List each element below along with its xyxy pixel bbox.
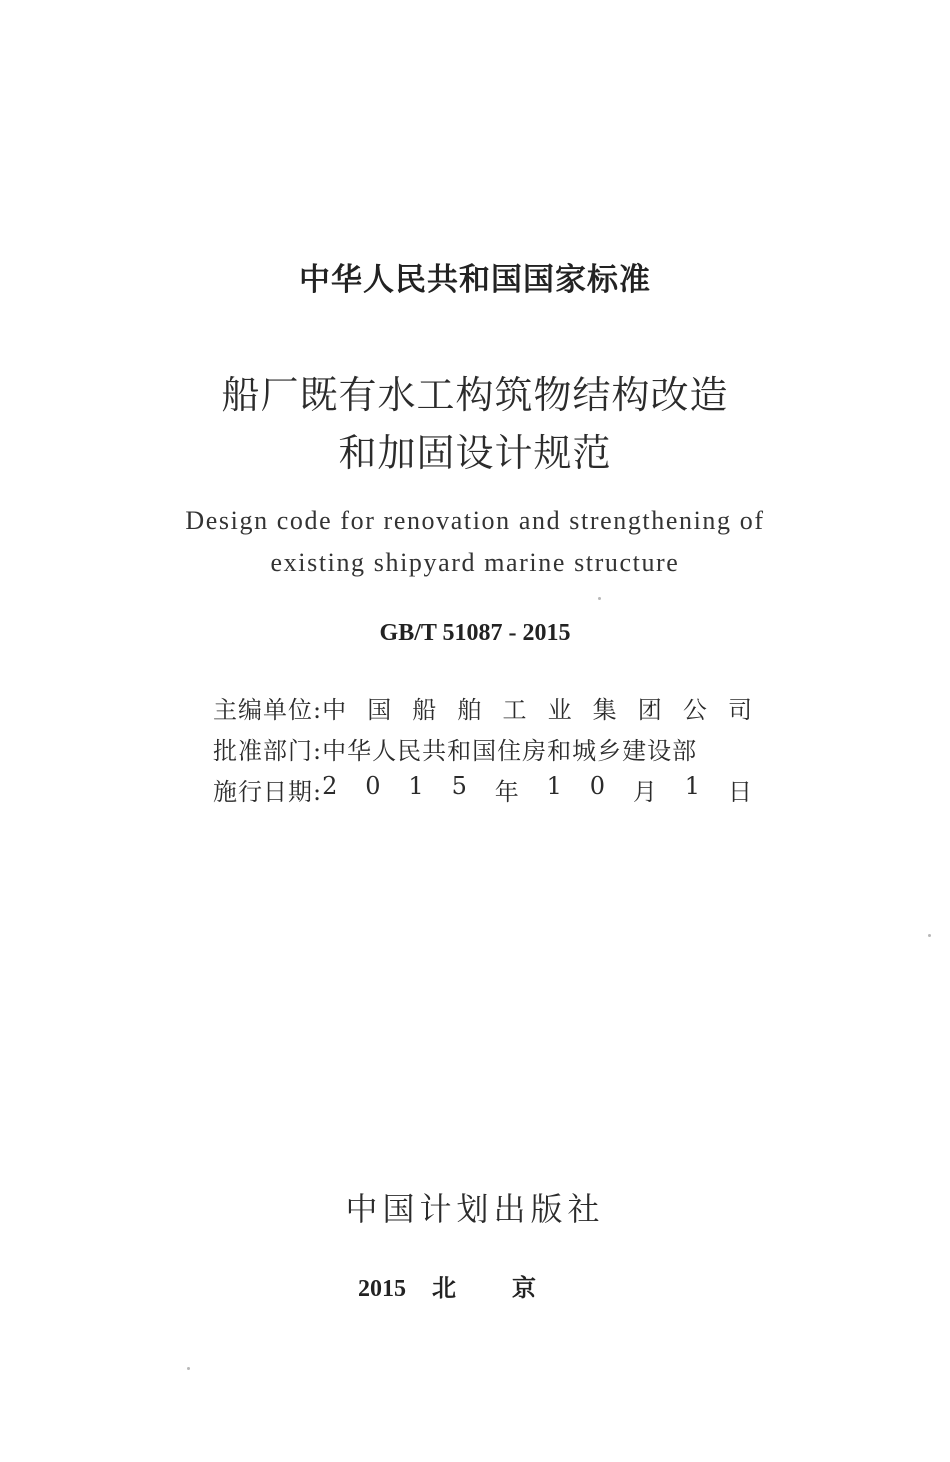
english-title-line-2: existing shipyard marine structure [270, 548, 680, 577]
date-char: 5 [451, 771, 468, 800]
date-char: 0 [365, 771, 382, 800]
standard-number: GB/T 51087 - 2015 [379, 620, 571, 646]
publisher-name: 中国计划出版社 [345, 1190, 605, 1228]
standard-type-heading: 中华人民共和国国家标准 [299, 262, 651, 298]
editor-char: 国 [367, 695, 393, 724]
scan-speck [598, 597, 601, 600]
scan-speck [928, 934, 931, 937]
date-char: 1 [546, 771, 563, 800]
scan-speck [187, 1367, 190, 1370]
chinese-title-line-2: 和加固设计规范 [338, 431, 612, 475]
editor-value [322, 690, 753, 725]
editor-char: 中 [322, 695, 348, 724]
date-char: 1 [408, 771, 425, 800]
effective-date-value [322, 772, 753, 807]
date-char: 2 [322, 771, 339, 800]
date-char: 1 [684, 771, 702, 800]
publication-place [0, 1268, 950, 1303]
editor-char: 集 [592, 695, 618, 724]
date-char: 月 [632, 777, 658, 806]
editor-char: 司 [727, 695, 753, 724]
english-title-line-1: Design code for renovation and strengthening of [185, 506, 765, 535]
publication-year: 2015 [358, 1276, 406, 1302]
approver-value: 中华人民共和国住房和城乡建设部 [322, 736, 698, 765]
date-char: 日 [727, 777, 753, 806]
effective-date-label: 施行日期: [213, 777, 323, 806]
chinese-title-line-1: 船厂既有水工构筑物结构改造 [221, 373, 729, 417]
editor-label: 主编单位: [213, 695, 323, 724]
approver-label: 批准部门: [213, 736, 323, 765]
editor-char: 舶 [457, 695, 483, 724]
date-char: 0 [589, 771, 607, 800]
editor-char: 船 [412, 695, 438, 724]
publication-city: 北京 [432, 1273, 592, 1302]
editor-char: 工 [502, 695, 528, 724]
approver-row [213, 731, 753, 765]
editor-row [213, 690, 753, 724]
effective-date-row [213, 772, 753, 806]
editor-char: 团 [637, 695, 663, 724]
editor-char: 业 [547, 695, 573, 724]
editor-char: 公 [682, 695, 708, 724]
date-char: 年 [494, 777, 520, 806]
